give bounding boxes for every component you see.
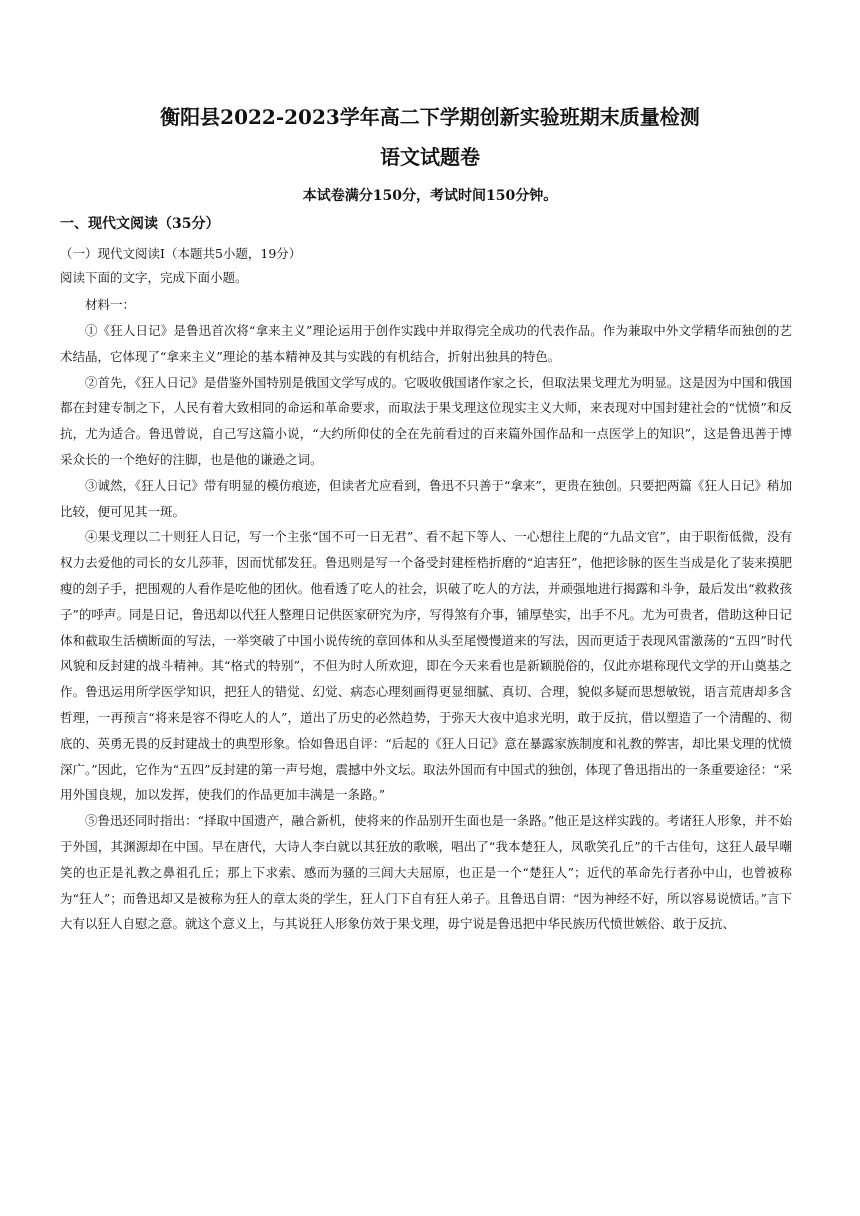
section-subheading: （一）现代文阅读Ⅰ（本题共5小题，19分） [60,246,302,261]
paragraph-4: ④果戈理以二十则狂人日记，写一个主张“国不可一日无君”、看不起下等人、一心想往上爬的“九品文官”，由于职衔低微，没有权力去爱他的司长的女儿莎菲，因而忧郁发狂。鲁迅则是写一个备受封建桎梏折磨的“迫害狂”，他把诊脉的医生当成是化了装来摸肥瘦的刽子手，把围观的人看作是吃他的团伙。他看透了吃人的社会，识破了吃人的方法，并顽强地进行揭露和斗争，最后发出“救救孩子”的呼声。同是日记，鲁迅却以代狂人整理日记供医家研究为序，写得煞有介事，铺厚垫实，出手不凡。尤为可贵者，借助这种日记体和截取生活横断面的写法，一举突破了中国小说传统的章回体和从头至尾慢慢道来的写法，因而更适于表现风雷激荡的“五四”时代风貌和反封建的战斗精神。其“格式的特别”，不但为时人所欢迎，即在今天来看也是新颖脱俗的，仅此亦堪称现代文学的开山奠基之作。鲁迅运用所学医学知识，把狂人的错觉、幻觉、病态心理刻画得更显细腻、真切、合理，貌似多疑而思想敏锐，语言荒唐却多含哲理，一再预言“将来是容不得吃人的人”，道出了历史的必然趋势，于弥天大夜中追求光明，敢于反抗，借以塑造了一个清醒的、彻底的、英勇无畏的反封建战士的典型形象。恰如鲁迅自评：“后起的《狂人日记》意在暴露家族制度和礼教的弊害，却比果戈理的忧愤深广。”因此，它作为“五四”反封建的第一声号炮，震撼中外文坛。取法外国而有中国式的独创，体现了鲁迅指出的一条重要途径：“采用外国良规，加以发挥，使我们的作品更加丰满是一条路。” [60,529,792,803]
article-body [60,318,792,937]
reading-instruction: 阅读下面的文字，完成下面小题。 [60,270,248,285]
section-heading: 一、现代文阅读（35分） [60,216,220,232]
material-label: 材料一： [85,297,136,312]
paragraph-3: ③诚然，《狂人日记》带有明显的模仿痕迹，但读者尤应看到，鲁迅不只善于“拿来”，更贵在独创。只要把两篇《狂人日记》稍加比较，便可见其一斑。 [60,477,792,519]
paragraph-5: ⑤鲁迅还同时指出：“择取中国遗产，融合新机，使将来的作品别开生面也是一条路。”他正是这样实践的。考诸狂人形象，并不始于外国，其渊源却在中国。早在唐代，大诗人李白就以其狂放的歌喉，唱出了“我本楚狂人，凤歌笑孔丘”的千古佳句，这狂人最早嘲笑的也正是礼教之鼻祖孔丘；那上下求索、感而为骚的三闾大夫屈原，也正是一个“楚狂人”；近代的革命先行者孙中山，也曾被称为“狂人”；而鲁迅却又是被称为狂人的章太炎的学生，狂人门下自有狂人弟子。且鲁迅自谓：“因为神经不好，所以容易说愤话。”言下大有以狂人自慰之意。就这个意义上，与其说狂人形象仿效于果戈理，毋宁说是鲁迅把中华民族历代愤世嫉俗、敢于反抗、 [60,813,792,932]
exam-info: 本试卷满分150分，考试时间150分钟。 [302,188,558,204]
exam-title: 衡阳县2022-2023学年高二下学期创新实验班期末质量检测 [160,105,700,129]
exam-subtitle: 语文试题卷 [380,145,480,169]
paragraph-1: ①《狂人日记》是鲁迅首次将“拿来主义”理论运用于创作实践中并取得完全成功的代表作品。作为兼取中外文学精华而独创的艺术结晶，它体现了“拿来主义”理论的基本精神及其与实践的有机结合，折射出独具的特色。 [60,323,792,364]
paragraph-2: ②首先，《狂人日记》是借鉴外国特别是俄国文学写成的。它吸收俄国诸作家之长，但取法果戈理尤为明显。这是因为中国和俄国都在封建专制之下，人民有着大致相同的命运和革命要求，而取法于果戈理这位现实主义大师，来表现对中国封建社会的“忧愤”和反抗，尤为适合。鲁迅曾说，自己写这篇小说，“大约所仰仗的全在先前看过的百来篇外国作品和一点医学上的知识”，这是鲁迅善于博采众长的一个绝好的注脚，也是他的谦逊之词。 [60,374,792,467]
